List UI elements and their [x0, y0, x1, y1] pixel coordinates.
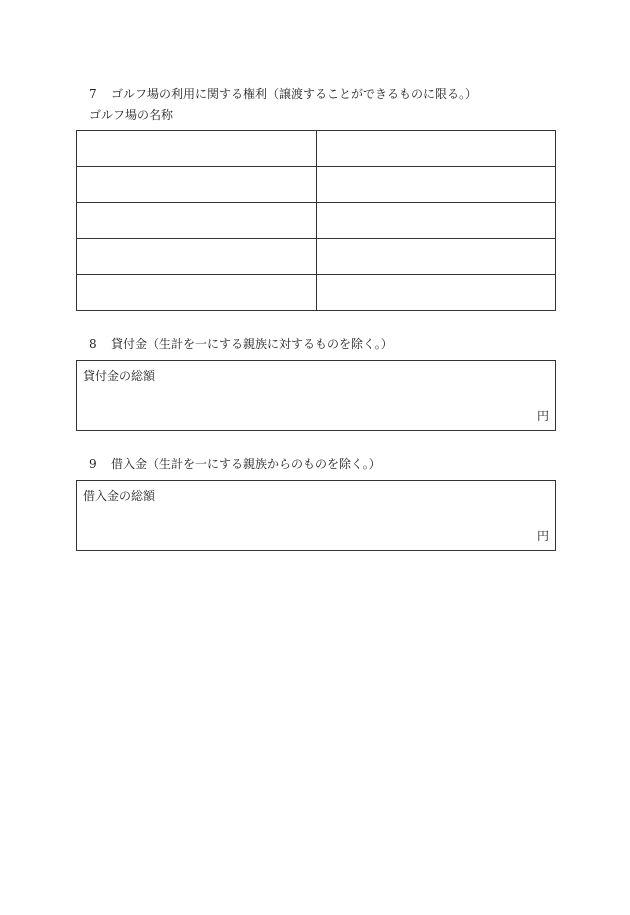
borrowing-total-unit [537, 528, 549, 544]
golf-course-name-cell[interactable] [77, 131, 317, 167]
borrowing-total-label: 借入金の総額 [83, 489, 156, 503]
golf-course-name-cell[interactable] [77, 203, 317, 239]
loan-total-unit [537, 408, 549, 424]
table-row [77, 131, 556, 167]
section-9-number: 9 [89, 457, 97, 471]
table-row [77, 275, 556, 311]
golf-course-detail-cell[interactable] [316, 203, 556, 239]
golf-course-name-label: ゴルフ場の名称 [89, 108, 174, 122]
section-8-number: 8 [89, 337, 97, 351]
section-9-heading [89, 456, 381, 472]
golf-course-detail-cell[interactable] [316, 167, 556, 203]
golf-course-detail-cell[interactable] [316, 275, 556, 311]
table-row [77, 203, 556, 239]
golf-course-detail-cell[interactable] [316, 131, 556, 167]
section-9-title: 借入金（生計を一にする親族からのものを除く。） [111, 457, 381, 471]
section-7-title: ゴルフ場の利用に関する権利（譲渡することができるものに限る。） [111, 87, 478, 101]
loan-total-box[interactable] [76, 360, 556, 431]
borrowing-total-yen-label: 円 [536, 529, 549, 543]
section-8-heading [89, 336, 393, 352]
golf-course-name-cell[interactable] [77, 167, 317, 203]
section-8-title: 貸付金（生計を一にする親族に対するものを除く。） [111, 337, 393, 351]
golf-course-table [76, 130, 556, 311]
table-row [77, 167, 556, 203]
golf-course-name-cell[interactable] [77, 239, 317, 275]
loan-total-label: 貸付金の総額 [83, 369, 156, 383]
golf-course-detail-cell[interactable] [316, 239, 556, 275]
borrowing-total-box[interactable] [76, 480, 556, 551]
section-7-heading [89, 86, 477, 102]
golf-course-name-cell[interactable] [77, 275, 317, 311]
table-row [77, 239, 556, 275]
loan-total-yen-label: 円 [536, 409, 549, 423]
section-7-number: 7 [89, 87, 97, 101]
